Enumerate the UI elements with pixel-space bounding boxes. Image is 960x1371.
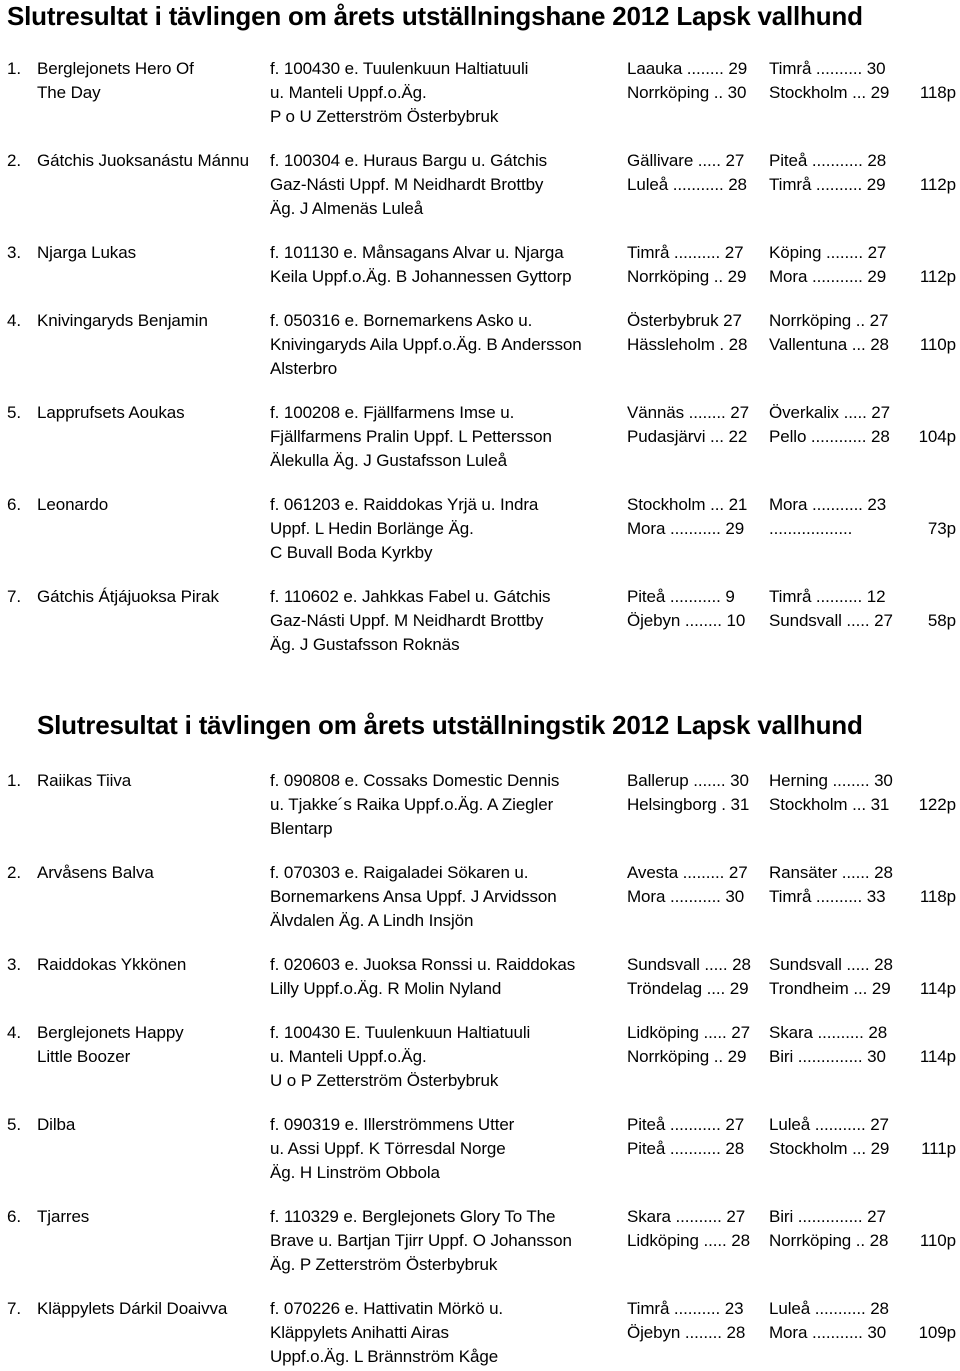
show-results-2-line: Biri .............. 27 xyxy=(769,1207,886,1226)
pedigree-info-line: Äg. P Zetterström Österbybruk xyxy=(270,1255,498,1274)
pedigree-info-line: f. 090319 e. Illerströmmens Utter xyxy=(270,1115,515,1134)
total-points xyxy=(920,977,956,1001)
total-points xyxy=(920,885,956,909)
pedigree-info-line: u. Manteli Uppf.o.Äg. xyxy=(270,1047,427,1066)
show-results-1-line: Lidköping ..... 27 xyxy=(627,1023,750,1042)
show-results-1-line: Stockholm ... 21 xyxy=(627,495,748,514)
show-results-1-line: Timrå .......... 27 xyxy=(627,243,744,262)
dog-name-line: Dilba xyxy=(37,1115,76,1134)
pedigree-info xyxy=(270,769,559,841)
show-results-2-line: Timrå .......... 33 xyxy=(769,887,886,906)
show-results-1-line: Mora ........... 29 xyxy=(627,519,745,538)
total-points-line: 111p xyxy=(921,1139,956,1158)
entry-rank-line: 2. xyxy=(7,863,21,882)
total-points xyxy=(920,81,956,105)
show-results-2-line: Timrå .......... 29 xyxy=(769,175,886,194)
entry-rank xyxy=(7,585,21,609)
pedigree-info xyxy=(270,401,552,473)
show-results-1-line: Hässleholm . 28 xyxy=(627,335,748,354)
show-results-2-line: Stockholm ... 31 xyxy=(769,795,890,814)
show-results-2-line: Timrå .......... 30 xyxy=(769,59,886,78)
total-points xyxy=(919,425,956,449)
pedigree-info-line: f. 110329 e. Berglejonets Glory To The xyxy=(270,1207,556,1226)
pedigree-info-line: f. 050316 e. Bornemarkens Asko u. xyxy=(270,311,533,330)
entry-rank-line: 4. xyxy=(7,1023,21,1042)
show-results-1-line: Luleå ........... 28 xyxy=(627,175,747,194)
pedigree-info-line: f. 100430 E. Tuulenkuun Haltiatuuli xyxy=(270,1023,531,1042)
entry-rank xyxy=(7,861,21,885)
total-points-line: 114p xyxy=(919,979,956,998)
entry-rank-line: 1. xyxy=(7,771,21,790)
pedigree-info xyxy=(270,493,538,565)
show-results-1-line: Ballerup ....... 30 xyxy=(627,771,749,790)
pedigree-info-line: f. 070226 e. Hattivatin Mörkö u. xyxy=(270,1299,504,1318)
pedigree-info-line: Brave u. Bartjan Tjirr Uppf. O Johansson xyxy=(270,1231,572,1250)
show-results-2-line: Trondheim ... 29 xyxy=(769,979,891,998)
entry-rank xyxy=(7,57,21,81)
total-points-line: 110p xyxy=(919,335,956,354)
total-points-line: 73p xyxy=(927,519,956,538)
show-results-1-line: Pudasjärvi ... 22 xyxy=(627,427,748,446)
pedigree-info-line: Blentarp xyxy=(270,819,333,838)
show-results-2 xyxy=(769,1205,888,1253)
show-results-1-line: Piteå ........... 9 xyxy=(627,587,735,606)
total-points xyxy=(919,793,956,817)
total-points xyxy=(920,1229,956,1253)
pedigree-info-line: P o U Zetterström Österbybruk xyxy=(270,107,499,126)
show-results-1-line: Mora ........... 30 xyxy=(627,887,745,906)
pedigree-info-line: Knivingaryds Aila Uppf.o.Äg. B Andersson xyxy=(270,335,582,354)
total-points-line: 112p xyxy=(919,267,956,286)
dog-name xyxy=(37,1205,89,1229)
entry-rank-line: 5. xyxy=(7,1115,21,1134)
entry-rank xyxy=(7,241,21,265)
show-results-2 xyxy=(769,861,893,909)
show-results-1 xyxy=(627,861,748,909)
show-results-1 xyxy=(627,493,747,541)
dog-name-line: Tjarres xyxy=(37,1207,90,1226)
show-results-1-line: Piteå ........... 27 xyxy=(627,1115,745,1134)
total-points-line: 58p xyxy=(927,611,956,630)
dog-name xyxy=(37,861,154,885)
show-results-1-line: Laauka ........ 29 xyxy=(627,59,748,78)
show-results-2-line: Luleå ........... 27 xyxy=(769,1115,889,1134)
dog-name-line: Raiikas Tiiva xyxy=(37,771,132,790)
pedigree-info xyxy=(270,1205,572,1277)
entry-rank-line: 6. xyxy=(7,495,21,514)
entry-rank-line: 3. xyxy=(7,243,21,262)
show-results-2 xyxy=(769,241,886,289)
show-results-2-line: Mora ........... 23 xyxy=(769,495,887,514)
entry-rank-line: 4. xyxy=(7,311,21,330)
entry-rank-line: 2. xyxy=(7,151,21,170)
total-points xyxy=(920,173,956,197)
dog-name xyxy=(37,1113,75,1137)
show-results-2-line: Stockholm ... 29 xyxy=(769,1139,890,1158)
pedigree-info xyxy=(270,585,550,657)
dog-name-line: Berglejonets Happy xyxy=(37,1023,184,1042)
show-results-2-line: Köping ........ 27 xyxy=(769,243,887,262)
show-results-1 xyxy=(627,401,749,449)
show-results-2-line: .................. xyxy=(769,519,853,538)
show-results-1 xyxy=(627,1205,750,1253)
pedigree-info xyxy=(270,1113,514,1185)
total-points xyxy=(920,1045,956,1069)
pedigree-info-line: Lilly Uppf.o.Äg. R Molin Nyland xyxy=(270,979,502,998)
pedigree-info-line: f. 100304 e. Huraus Bargu u. Gátchis xyxy=(270,151,548,170)
show-results-1-line: Vännäs ........ 27 xyxy=(627,403,749,422)
pedigree-info xyxy=(270,241,571,289)
section-title: Slutresultat i tävlingen om årets utställningstik 2012 Lapsk vallhund xyxy=(37,710,863,740)
show-results-1-line: Norrköping .. 29 xyxy=(627,1047,747,1066)
entry-rank xyxy=(7,953,21,977)
show-results-1-line: Helsingborg . 31 xyxy=(627,795,750,814)
pedigree-info-line: u. Assi Uppf. K Törresdal Norge xyxy=(270,1139,506,1158)
show-results-1-line: Gällivare ..... 27 xyxy=(627,151,745,170)
show-results-2-line: Ransäter ...... 28 xyxy=(769,863,893,882)
show-results-2-line: Vallentuna ... 28 xyxy=(769,335,889,354)
show-results-1 xyxy=(627,953,751,1001)
show-results-1 xyxy=(627,57,747,105)
dog-name xyxy=(37,241,136,265)
total-points xyxy=(920,265,956,289)
pedigree-info-line: u. Tjakke´s Raika Uppf.o.Äg. A Ziegler xyxy=(270,795,554,814)
dog-name xyxy=(37,1021,184,1069)
dog-name xyxy=(37,585,219,609)
show-results-1-line: Piteå ........... 28 xyxy=(627,1139,745,1158)
total-points-line: 109p xyxy=(918,1323,956,1342)
entry-rank-line: 6. xyxy=(7,1207,21,1226)
show-results-1 xyxy=(627,769,749,817)
dog-name-line: Gátchis Juoksanástu Mánnu xyxy=(37,151,250,170)
show-results-1-line: Öjebyn ........ 28 xyxy=(627,1323,746,1342)
show-results-1-line: Timrå .......... 23 xyxy=(627,1299,744,1318)
show-results-1 xyxy=(627,1021,750,1069)
dog-name xyxy=(37,57,194,105)
total-points-line: 122p xyxy=(918,795,956,814)
pedigree-info-line: Äg. J Almenäs Luleå xyxy=(270,199,424,218)
entry-rank-line: 1. xyxy=(7,59,21,78)
show-results-1-line: Norrköping .. 30 xyxy=(627,83,747,102)
show-results-2 xyxy=(769,57,889,105)
dog-name-line: Leonardo xyxy=(37,495,109,514)
dog-name-line: The Day xyxy=(37,83,101,102)
show-results-2-line: Överkalix ..... 27 xyxy=(769,403,891,422)
dog-name-line: Knivingaryds Benjamin xyxy=(37,311,208,330)
pedigree-info xyxy=(270,149,547,221)
pedigree-info-line: C Buvall Boda Kyrkby xyxy=(270,543,433,562)
show-results-1 xyxy=(627,149,747,197)
show-results-1-line: Sundsvall ..... 28 xyxy=(627,955,751,974)
pedigree-info-line: u. Manteli Uppf.o.Äg. xyxy=(270,83,427,102)
section-title: Slutresultat i tävlingen om årets utställningshane 2012 Lapsk vallhund xyxy=(7,1,863,31)
entry-rank-line: 3. xyxy=(7,955,21,974)
show-results-1-line: Österbybruk 27 xyxy=(627,311,742,330)
total-points xyxy=(921,1137,956,1161)
total-points xyxy=(920,333,956,357)
dog-name-line: Lapprufsets Aoukas xyxy=(37,403,185,422)
show-results-1-line: Tröndelag .... 29 xyxy=(627,979,749,998)
pedigree-info-line: Keila Uppf.o.Äg. B Johannessen Gyttorp xyxy=(270,267,572,286)
pedigree-info-line: Gaz-Násti Uppf. M Neidhardt Brottby xyxy=(270,611,544,630)
dog-name xyxy=(37,149,249,173)
dog-name xyxy=(37,1297,227,1321)
pedigree-info xyxy=(270,1297,503,1369)
entry-rank-line: 5. xyxy=(7,403,21,422)
dog-name-line: Raiddokas Ykkönen xyxy=(37,955,187,974)
show-results-1-line: Skara .......... 27 xyxy=(627,1207,746,1226)
pedigree-info xyxy=(270,309,582,381)
pedigree-info-line: Äg. H Linström Obbola xyxy=(270,1163,440,1182)
show-results-1-line: Norrköping .. 29 xyxy=(627,267,747,286)
pedigree-info xyxy=(270,57,528,129)
show-results-1 xyxy=(627,241,746,289)
total-points xyxy=(928,609,956,633)
pedigree-info-line: f. 090808 e. Cossaks Domestic Dennis xyxy=(270,771,560,790)
show-results-1 xyxy=(627,585,745,633)
show-results-2-line: Luleå ........... 28 xyxy=(769,1299,889,1318)
pedigree-info-line: Bornemarkens Ansa Uppf. J Arvidsson xyxy=(270,887,557,906)
show-results-2-line: Pello ............ 28 xyxy=(769,427,890,446)
show-results-2 xyxy=(769,585,893,633)
entry-rank-line: 7. xyxy=(7,1299,21,1318)
dog-name xyxy=(37,309,208,333)
pedigree-info-line: Äg. J Gustafsson Roknäs xyxy=(270,635,460,654)
entry-rank xyxy=(7,1297,21,1321)
dog-name-line: Arvåsens Balva xyxy=(37,863,154,882)
entry-rank-line: 7. xyxy=(7,587,21,606)
show-results-2-line: Sundsvall ..... 28 xyxy=(769,955,893,974)
show-results-2-line: Mora ........... 29 xyxy=(769,267,887,286)
total-points-line: 112p xyxy=(919,175,956,194)
dog-name xyxy=(37,493,108,517)
show-results-2-line: Norrköping .. 27 xyxy=(769,311,889,330)
total-points-line: 114p xyxy=(919,1047,956,1066)
show-results-2-line: Biri .............. 30 xyxy=(769,1047,886,1066)
entry-rank xyxy=(7,1113,21,1137)
show-results-2 xyxy=(769,1113,889,1161)
show-results-1 xyxy=(627,1297,745,1345)
dog-name-line: Kläppylets Dárkil Doaivva xyxy=(37,1299,228,1318)
dog-name xyxy=(37,401,185,425)
total-points xyxy=(919,1321,956,1345)
entry-rank xyxy=(7,1205,21,1229)
entry-rank xyxy=(7,401,21,425)
show-results-2-line: Skara .......... 28 xyxy=(769,1023,888,1042)
show-results-2 xyxy=(769,309,889,357)
show-results-1-line: Öjebyn ........ 10 xyxy=(627,611,746,630)
show-results-2-line: Mora ........... 30 xyxy=(769,1323,887,1342)
show-results-2 xyxy=(769,769,893,817)
show-results-1-line: Avesta ......... 27 xyxy=(627,863,748,882)
dog-name-line: Berglejonets Hero Of xyxy=(37,59,194,78)
total-points xyxy=(928,517,956,541)
total-points-line: 118p xyxy=(919,887,956,906)
pedigree-info-line: Uppf. L Hedin Borlänge Äg. xyxy=(270,519,474,538)
total-points-line: 104p xyxy=(918,427,956,446)
pedigree-info-line: f. 061203 e. Raiddokas Yrjä u. Indra xyxy=(270,495,539,514)
show-results-2-line: Norrköping .. 28 xyxy=(769,1231,889,1250)
pedigree-info-line: Gaz-Násti Uppf. M Neidhardt Brottby xyxy=(270,175,544,194)
pedigree-info-line: f. 100208 e. Fjällfarmens Imse u. xyxy=(270,403,515,422)
show-results-2 xyxy=(769,149,886,197)
pedigree-info-line: U o P Zetterström Österbybruk xyxy=(270,1071,499,1090)
show-results-1 xyxy=(627,1113,744,1161)
show-results-2 xyxy=(769,1297,889,1345)
pedigree-info-line: Uppf.o.Äg. L Brännström Kåge xyxy=(270,1347,499,1366)
dog-name-line: Gátchis Átjájuoksa Pirak xyxy=(37,587,219,606)
pedigree-info xyxy=(270,1021,530,1093)
pedigree-info xyxy=(270,861,557,933)
dog-name-line: Little Boozer xyxy=(37,1047,131,1066)
show-results-2 xyxy=(769,953,893,1001)
pedigree-info-line: f. 101130 e. Månsagans Alvar u. Njarga xyxy=(270,243,564,262)
show-results-2 xyxy=(769,401,890,449)
pedigree-info-line: Älekulla Äg. J Gustafsson Luleå xyxy=(270,451,507,470)
pedigree-info-line: f. 100430 e. Tuulenkuun Haltiatuuli xyxy=(270,59,529,78)
pedigree-info-line: Alsterbro xyxy=(270,359,338,378)
entry-rank xyxy=(7,769,21,793)
entry-rank xyxy=(7,149,21,173)
show-results-2-line: Timrå .......... 12 xyxy=(769,587,886,606)
entry-rank xyxy=(7,309,21,333)
pedigree-info-line: f. 070303 e. Raigaladei Sökaren u. xyxy=(270,863,529,882)
total-points-line: 118p xyxy=(919,83,956,102)
entry-rank xyxy=(7,1021,21,1045)
show-results-1 xyxy=(627,309,747,357)
pedigree-info-line: f. 110602 e. Jahkkas Fabel u. Gátchis xyxy=(270,587,551,606)
show-results-2-line: Stockholm ... 29 xyxy=(769,83,890,102)
show-results-2 xyxy=(769,1021,887,1069)
pedigree-info-line: Fjällfarmens Pralin Uppf. L Pettersson xyxy=(270,427,552,446)
pedigree-info xyxy=(270,953,575,1001)
show-results-2-line: Sundsvall ..... 27 xyxy=(769,611,893,630)
show-results-2 xyxy=(769,493,886,541)
dog-name-line: Njarga Lukas xyxy=(37,243,136,262)
dog-name xyxy=(37,769,131,793)
show-results-1-line: Lidköping ..... 28 xyxy=(627,1231,750,1250)
dog-name xyxy=(37,953,186,977)
show-results-2-line: Piteå ........... 28 xyxy=(769,151,887,170)
pedigree-info-line: f. 020603 e. Juoksa Ronssi u. Raiddokas xyxy=(270,955,576,974)
show-results-2-line: Herning ........ 30 xyxy=(769,771,893,790)
pedigree-info-line: Kläppylets Anihatti Airas xyxy=(270,1323,449,1342)
total-points-line: 110p xyxy=(919,1231,956,1250)
pedigree-info-line: Älvdalen Äg. A Lindh Insjön xyxy=(270,911,474,930)
entry-rank xyxy=(7,493,21,517)
